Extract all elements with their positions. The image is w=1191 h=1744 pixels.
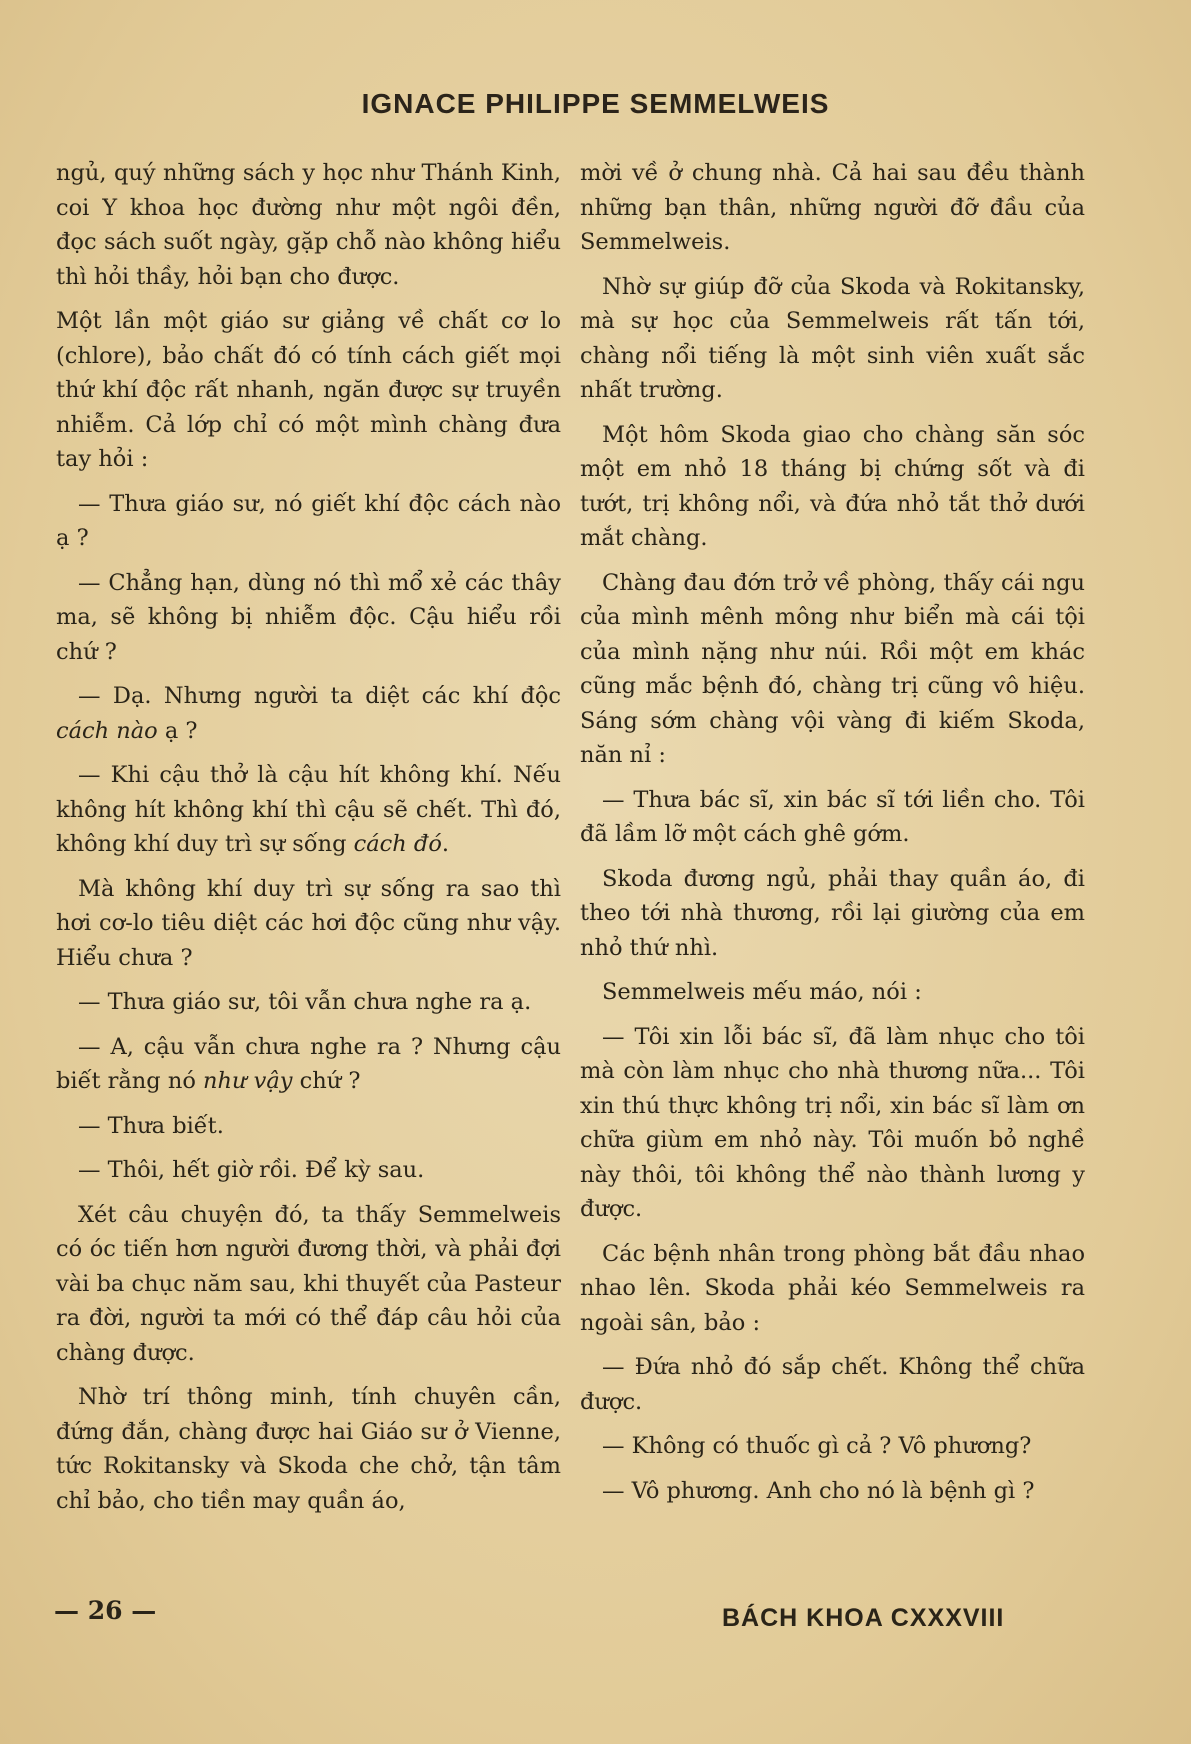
paragraph: Một lần một giáo sư giảng về chất cơ lo (chlore), bảo chất đó có tính cách giết mọi thứ khí độc rất nhanh, ngăn được sự truyền nhiễm. Cả lớp chỉ có một mình chàng đưa tay hỏi : <box>56 308 561 472</box>
paragraph-text: . <box>441 831 450 857</box>
paragraph: Chàng đau đớn trở về phòng, thấy cái ngu của mình mênh mông như biển mà cái tội của mình nặng như núi. Rồi một em khác cũng mắc bệnh đó, chàng trị cũng vô hiệu. Sáng sớm chàng vội vàng đi kiếm Skoda, năn nỉ : <box>580 569 1085 768</box>
italic-phrase: cách nào <box>56 717 158 744</box>
paragraph-text: chứ ? <box>292 1068 361 1094</box>
paragraph <box>56 679 561 748</box>
paragraph: Các bệnh nhân trong phòng bắt đầu nhao nhao lên. Skoda phải kéo Semmelweis ra ngoài sân, bảo : <box>580 1240 1085 1336</box>
paragraph-text: — Dạ. Nhưng người ta diệt các khí độc <box>78 683 561 709</box>
paragraph: Một hôm Skoda giao cho chàng săn sóc một em nhỏ 18 tháng bị chứng sốt và đi tướt, trị không nổi, và đứa nhỏ tắt thở dưới mắt chàng. <box>580 421 1085 551</box>
paragraph: Nhờ sự giúp đỡ của Skoda và Rokitansky, mà sự học của Semmelweis rất tấn tới, chàng nổi tiếng là một sinh viên xuất sắc nhất trường. <box>580 273 1085 403</box>
paragraph: Nhờ trí thông minh, tính chuyên cần, đứng đắn, chàng được hai Giáo sư ở Vienne, tức Rokitansky và Skoda che chở, tận tâm chỉ bảo, cho tiền may quần áo, <box>56 1384 561 1514</box>
paragraph: mời về ở chung nhà. Cả hai sau đều thành những bạn thân, những người đỡ đầu của Semmelweis. <box>580 160 1085 255</box>
paragraph: — Vô phương. Anh cho nó là bệnh gì ? <box>602 1477 1035 1504</box>
paragraph-text: — Khi cậu thở là cậu hít không khí. Nếu không hít không khí thì cậu sẽ chết. Thì đó, không khí duy trì sự sống <box>56 762 561 857</box>
paragraph: — Không có thuốc gì cả ? Vô phương? <box>602 1433 1032 1459</box>
paragraph: Semmelweis mếu máo, nói : <box>602 979 922 1005</box>
right-column <box>580 156 1085 1518</box>
paragraph: — Thưa giáo sư, tôi vẫn chưa nghe ra ạ. <box>78 989 532 1015</box>
paragraph: Skoda đương ngủ, phải thay quần áo, đi theo tới nhà thương, rồi lại giường của em nhỏ thứ nhì. <box>580 865 1085 961</box>
paragraph: Xét câu chuyện đó, ta thấy Semmelweis có óc tiến hơn người đương thời, và phải đợi vài ba chục năm sau, khi thuyết của Pasteur ra đời, người ta mới có thể đáp câu hỏi của chàng được. <box>56 1201 561 1366</box>
italic-phrase: như vậy <box>203 1068 293 1094</box>
italic-phrase: cách đó <box>353 831 442 857</box>
running-title: IGNACE PHILIPPE SEMMELWEIS <box>361 88 830 119</box>
left-column <box>56 156 561 1528</box>
paragraph-text: ạ ? <box>157 717 198 744</box>
paragraph <box>56 1030 561 1099</box>
paragraph: — Tôi xin lỗi bác sĩ, đã làm nhục cho tôi mà còn làm nhục cho nhà thương nữa... Tôi xin thú thực không trị nổi, xin bác sĩ làm ơn chữa giùm em nhỏ này. Tôi muốn bỏ nghề này thôi, tôi không thể nào thành lương y được. <box>580 1023 1085 1222</box>
paragraph <box>56 758 561 862</box>
paragraph: ngủ, quý những sách y học như Thánh Kinh, coi Y khoa học đường như một ngôi đền, đọc sách suốt ngày, gặp chỗ nào không hiểu thì hỏi thầy, hỏi bạn cho được. <box>56 160 561 290</box>
paragraph-text: — A, cậu vẫn chưa nghe ra ? Nhưng cậu biết rằng nó <box>56 1033 561 1094</box>
paragraph: — Chẳng hạn, dùng nó thì mổ xẻ các thây ma, sẽ không bị nhiễm độc. Cậu hiểu rồi chứ ? <box>56 569 561 665</box>
paragraph: — Thưa biết. <box>78 1112 224 1139</box>
page-number: — 26 — <box>54 1596 157 1625</box>
paragraph: — Thưa bác sĩ, xin bác sĩ tới liền cho. Tôi đã lầm lỡ một cách ghê gớm. <box>580 786 1085 847</box>
publication-name: BÁCH KHOA CXXXVIII <box>722 1604 1005 1632</box>
paragraph: — Thôi, hết giờ rồi. Để kỳ sau. <box>78 1157 425 1183</box>
paragraph: Mà không khí duy trì sự sống ra sao thì hơi cơ-lo tiêu diệt các hơi độc cũng như vậy. Hiểu chưa ? <box>56 875 561 971</box>
paragraph: — Đứa nhỏ đó sắp chết. Không thể chữa được. <box>580 1354 1085 1415</box>
paragraph: — Thưa giáo sư, nó giết khí độc cách nào ạ ? <box>56 490 561 551</box>
